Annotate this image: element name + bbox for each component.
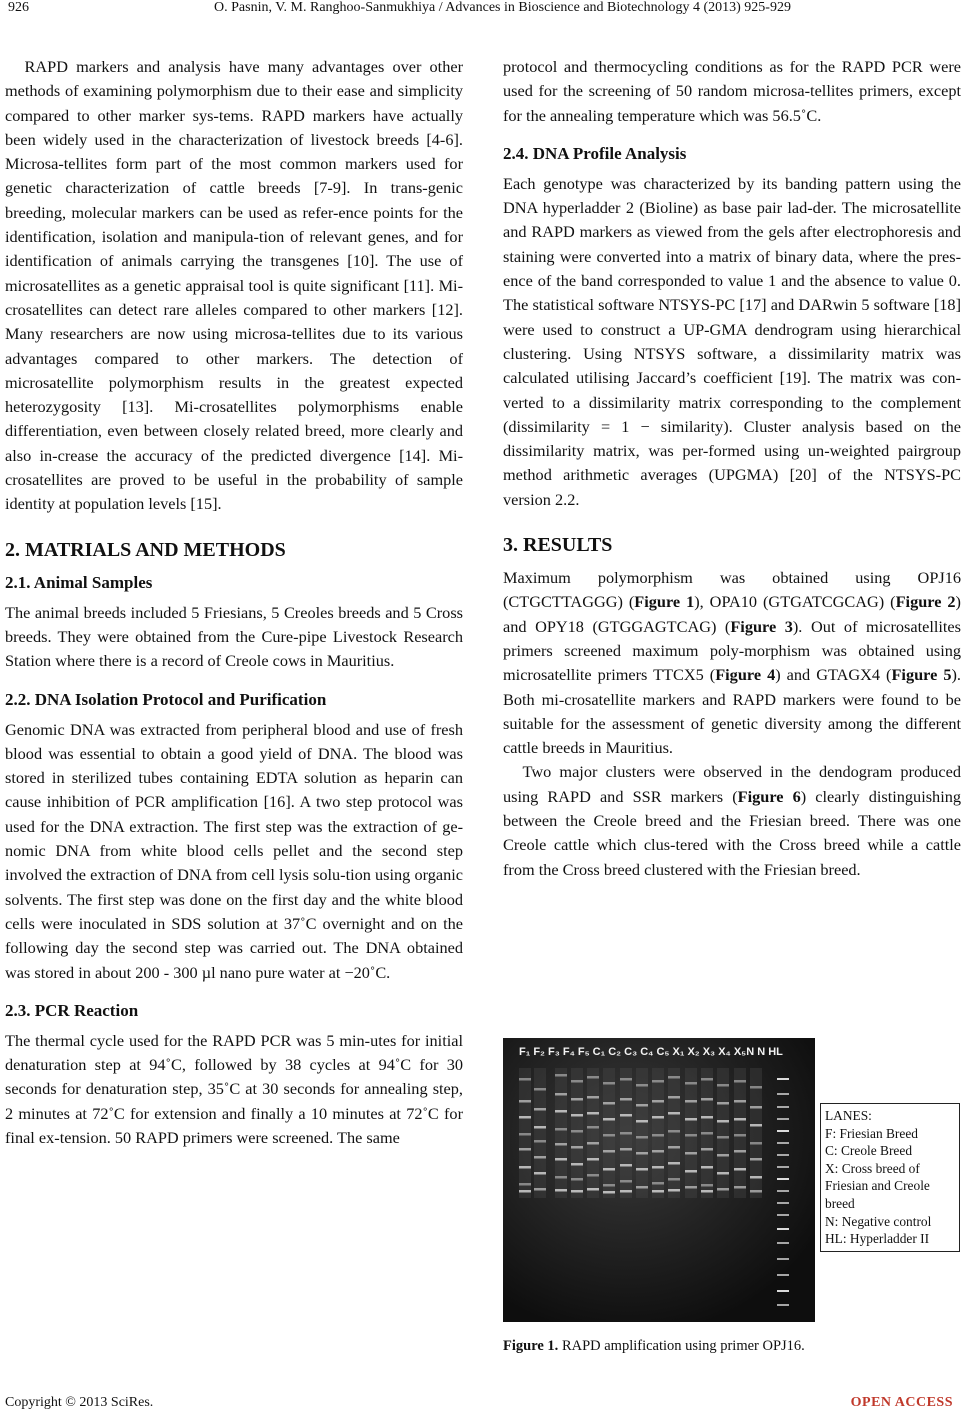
gel-band — [519, 1183, 531, 1186]
gel-band — [555, 1110, 567, 1113]
gel-band — [620, 1132, 632, 1135]
gel-band — [603, 1082, 615, 1085]
gel-band — [636, 1186, 648, 1189]
ladder-band — [777, 1078, 789, 1080]
gel-band — [555, 1176, 567, 1179]
gel-band — [685, 1118, 697, 1121]
gel-band — [519, 1100, 531, 1103]
gel-band — [636, 1084, 648, 1087]
gel-band — [587, 1174, 599, 1177]
text-run: ) and GTAGX4 ( — [775, 665, 892, 685]
gel-band — [717, 1102, 729, 1105]
gel-band — [534, 1088, 546, 1091]
gel-band — [519, 1116, 531, 1119]
gel-lane-smear — [587, 1068, 599, 1198]
ladder-band — [777, 1154, 789, 1156]
gel-band — [685, 1082, 697, 1085]
gel-band — [668, 1189, 680, 1192]
gel-band — [701, 1132, 713, 1135]
gel-band — [717, 1136, 729, 1139]
legend-line: Friesian and Creole — [825, 1178, 930, 1194]
pcr-reaction-paragraph: The thermal cycle used for the RAPD PCR was 5 min-utes for initial denaturation step at 94˚C, followed by 38 cycles at 94˚C for 30 seconds for denaturation step, 35˚C at 30 seconds for annealing step, 2 minutes at 72˚C for extension and finally a 10 minutes at 72˚C for final ex-tension. 50 RAPD primers were screened. The same — [5, 1030, 463, 1147]
gel-band — [519, 1148, 531, 1151]
gel-image — [503, 1038, 815, 1322]
gel-band — [571, 1114, 583, 1117]
gel-band — [555, 1158, 567, 1161]
legend-line: N: Negative control — [825, 1213, 932, 1229]
gel-band — [734, 1150, 746, 1153]
gel-band — [717, 1172, 729, 1175]
gel-band — [734, 1186, 746, 1189]
figure-1-link[interactable]: Figure 1 — [634, 592, 695, 612]
gel-band — [734, 1100, 746, 1103]
gel-band — [717, 1084, 729, 1087]
gel-band — [701, 1190, 713, 1193]
legend-line: C: Creole Breed — [825, 1143, 913, 1159]
gel-band — [750, 1124, 762, 1127]
gel-band — [534, 1172, 546, 1175]
gel-band — [603, 1102, 615, 1105]
dna-profile-heading: 2.4. DNA Profile Analysis — [503, 143, 687, 163]
gel-band — [587, 1158, 599, 1161]
ladder-band — [777, 1166, 789, 1168]
gel-band — [571, 1080, 583, 1083]
gel-band — [534, 1188, 546, 1191]
gel-band — [534, 1126, 546, 1129]
gel-band — [701, 1166, 713, 1169]
gel-band — [701, 1078, 713, 1081]
gel-band — [571, 1163, 583, 1166]
gel-band — [652, 1190, 664, 1193]
gel-band — [555, 1074, 567, 1077]
ladder-band — [777, 1118, 789, 1120]
gel-band — [652, 1116, 664, 1119]
gel-band — [652, 1100, 664, 1103]
gel-band — [636, 1120, 648, 1123]
gel-band — [519, 1166, 531, 1169]
caption-label: Figure 1. — [503, 1338, 559, 1354]
gel-band — [685, 1152, 697, 1155]
gel-band — [750, 1086, 762, 1089]
lane-labels: F₁ F₂ F₃ F₄ F₅ C₁ C₂ C₃ C₄ C₅ X₁ X₂ X₃ X₄ X₅N N HL — [519, 1046, 783, 1058]
legend-line: breed — [825, 1195, 855, 1211]
gel-band — [571, 1190, 583, 1193]
gel-band — [620, 1164, 632, 1167]
gel-band — [587, 1112, 599, 1115]
gel-band — [620, 1078, 632, 1081]
gel-band — [519, 1078, 531, 1081]
gel-band — [534, 1108, 546, 1111]
ladder-band — [777, 1202, 789, 1204]
gel-band — [555, 1143, 567, 1146]
dna-isolation-paragraph: Genomic DNA was extracted from peripheral blood and use of fresh blood was essential to obtain a good yield of DNA. The blood was stored in sterilized tubes containing EDTA solution as heparin can cause inhibition of PCR amplification [16]. A two step protocol was used for the DNA extraction. The first step was the extraction of ge-nomic DNA from white blood cells pellet and the second step involved the extraction of DNA from cell lysis solu-tion using organic solvents. The first step was done on the first day and the white blood cells were inoculated in SDS solution at 37˚C overnight and on the following day the second step was carried out. The DNA obtained was stored in about 200 - 300 µl nano pure water at −20˚C. — [5, 719, 463, 982]
gel-band — [587, 1188, 599, 1191]
gel-band — [750, 1106, 762, 1109]
gel-band — [555, 1128, 567, 1131]
gel-band — [534, 1156, 546, 1159]
gel-band — [668, 1096, 680, 1099]
gel-band — [717, 1120, 729, 1123]
gel-band — [620, 1114, 632, 1117]
gel-band — [701, 1116, 713, 1119]
caption-text: RAPD amplification using primer OPJ16. — [558, 1338, 805, 1354]
results-heading: 3. RESULTS — [503, 534, 613, 557]
gel-band — [571, 1146, 583, 1149]
gel-band — [701, 1184, 713, 1187]
gel-band — [587, 1076, 599, 1079]
gel-band — [555, 1093, 567, 1096]
results-paragraph-1 — [503, 566, 961, 760]
open-access-label: OPEN ACCESS — [850, 1395, 953, 1410]
ladder-band — [777, 1214, 789, 1216]
copyright-notice: Copyright © 2013 SciRes. — [5, 1395, 154, 1410]
ladder-band — [777, 1290, 789, 1292]
page-number: 926 — [8, 0, 29, 15]
gel-band — [636, 1168, 648, 1171]
gel-band — [701, 1148, 713, 1151]
ladder-band — [777, 1178, 789, 1180]
text-run: Two major clusters were observed in the dendogram produced using RAPD and SSR markers ( — [503, 762, 961, 806]
gel-lane-smear — [717, 1068, 729, 1198]
gel-band — [734, 1134, 746, 1137]
gel-band — [717, 1188, 729, 1191]
gel-lane-smear — [685, 1068, 697, 1198]
gel-band — [685, 1134, 697, 1137]
ladder-band — [777, 1274, 789, 1276]
gel-band — [555, 1189, 567, 1192]
running-title: O. Pasnin, V. M. Ranghoo-Sanmukhiya / Advances in Bioscience and Biotechnology 4 (2013) 925-929 — [214, 0, 791, 15]
gel-band — [620, 1190, 632, 1193]
gel-band — [668, 1130, 680, 1133]
pcr-reaction-heading: 2.3. PCR Reaction — [5, 1000, 139, 1020]
gel-band — [587, 1096, 599, 1099]
left-column — [5, 55, 463, 1150]
ladder-band — [777, 1093, 789, 1095]
ladder-band — [777, 1106, 789, 1108]
legend-line: X: Cross breed of — [825, 1160, 920, 1176]
gel-lane-smear — [534, 1068, 546, 1198]
gel-band — [750, 1176, 762, 1179]
gel-band — [620, 1098, 632, 1101]
dna-isolation-heading: 2.2. DNA Isolation Protocol and Purification — [5, 689, 327, 709]
ladder-band — [777, 1190, 789, 1192]
gel-band — [587, 1126, 599, 1129]
gel-band — [652, 1166, 664, 1169]
ladder-band — [777, 1228, 789, 1230]
gel-band — [652, 1080, 664, 1083]
text-run: ) clearly distinguishing between the Creole breed and the Friesian breed. There was one Creole cattle which clus-tered with the Cross breed while a cattle from the Cross breed clustered with the Friesian breed. — [503, 786, 961, 879]
gel-band — [668, 1112, 680, 1115]
figure-2-link[interactable]: Figure 2 — [895, 592, 956, 612]
gel-band — [636, 1152, 648, 1155]
figure-6-link[interactable]: Figure 6 — [737, 786, 801, 806]
text-run: ). Both mi-crosatellite markers and RAPD markers were found to be suitable for the assessment of genetic diversity among the different cattle breeds in Mauritius. — [503, 665, 961, 758]
pcr-continued-paragraph: protocol and thermocycling conditions as for the RAPD PCR were used for the screening of 50 random microsa-tellites primers, except for the annealing temperature which was 56.5˚C. — [503, 57, 961, 125]
text-run: ) and OPY18 (GTGGAGTCAG) ( — [503, 592, 961, 636]
gel-band — [603, 1184, 615, 1187]
gel-band — [668, 1146, 680, 1149]
gel-band — [750, 1158, 762, 1161]
methods-heading: 2. MATRIALS AND METHODS — [5, 538, 286, 561]
gel-band — [717, 1154, 729, 1157]
gel-lane-smear — [636, 1068, 648, 1198]
animal-samples-paragraph: The animal breeds included 5 Friesians, 5 Creoles breeds and 5 Cross breeds. They were obtained from the Cure-pipe Livestock Research Station where there is a record of Creole cows in Mauritius. — [5, 602, 463, 671]
gel-band — [636, 1136, 648, 1139]
gel-band — [685, 1186, 697, 1189]
results-paragraph-2 — [503, 760, 961, 881]
gel-band — [668, 1178, 680, 1181]
intro-paragraph: RAPD markers and analysis have many advantages over other methods of examining polymorphism due to their ease and simplicity compared to other marker sys-tems. RAPD markers have actually been widely used in the characterization of livestock breeds [4-6]. Microsa-tellites form part of the most common markers used for genetic characterization of cattle breeds [7-9]. In trans-genic breeding, molecular markers can be used as refer-ence points for the identification, isolation and manipula-tion of relevant genes, and for identification of animals carrying the transgenes [10]. The use of microsatellites as a genetic appraisal tool is quite significant [11]. Mi-crosatellites can detect rare alleles compared to other markers [12]. Many researchers are now using microsa-tellites due to its various advantages compared to other markers. The detection of microsatellite polymorphism results in the greatest expected heterozygosity [13]. Mi-crosatellites polymorphisms enable differentiation, even between closely related breed, more clearly and also in-crease the accuracy of the predicted divergence [14]. Mi-crosatellites are proved to be useful in the probability of sample identity at population levels [15]. — [5, 57, 463, 514]
gel-band — [701, 1098, 713, 1101]
figure-3-link[interactable]: Figure 3 — [730, 616, 793, 636]
gel-band — [603, 1150, 615, 1153]
gel-band — [519, 1190, 531, 1193]
gel-band — [734, 1118, 746, 1121]
figure-caption — [503, 1338, 805, 1355]
gel-band — [652, 1182, 664, 1185]
gel-band — [685, 1170, 697, 1173]
ladder-band — [777, 1242, 789, 1244]
gel-band — [603, 1168, 615, 1171]
text-run: ). Out of microsatellites primers screened maximum poly-morphism was obtained using microsatellite primers TTCX5 ( — [503, 616, 961, 685]
legend-line: LANES: — [825, 1108, 872, 1123]
gel-band — [571, 1098, 583, 1101]
ladder-band — [777, 1304, 789, 1306]
ladder-band — [777, 1258, 789, 1260]
gel-band — [603, 1191, 615, 1194]
dna-profile-paragraph: Each genotype was characterized by its banding pattern using the DNA hyperladder 2 (Bioline) as base pair lad-der. The microsatellite and RAPD markers as viewed from the gels after electrophoresis and staining were converted into a matrix of binary data, where the pres-ence of the band corresponded to value 1 and the absence to value 0. The statistical software NTSYS-PC [17] and DARwin 5 software [18] were used to construct a UP-GMA dendrogram using hierarchical clustering. Using NTSYS software, a dissimilarity matrix was calculated utilising Jaccard’s coefficient [19]. The matrix was con-verted to a dissimilarity matrix corresponding to the complement (dissimilarity = 1 − similarity). Cluster analysis based on the dissimilarity matrix, was per-formed using un-weighted pairgroup method arithmetic averages (UPGMA) [20] of the NTSYS-PC version 2.2. — [503, 173, 961, 509]
gel-band — [652, 1134, 664, 1137]
figure-5-link[interactable]: Figure 5 — [891, 665, 952, 685]
gel-band — [571, 1178, 583, 1181]
gel-electrophoresis-picture — [503, 1038, 815, 1322]
text-run: Maximum polymorphism was obtained using OPJ16 (CTGCTTAGGG) ( — [503, 568, 961, 612]
gel-band — [734, 1168, 746, 1171]
gel-band — [652, 1150, 664, 1153]
gel-band — [668, 1076, 680, 1079]
gel-band — [534, 1140, 546, 1143]
right-column — [503, 55, 961, 882]
gel-band — [571, 1130, 583, 1133]
gel-band — [587, 1142, 599, 1145]
figure-4-link[interactable]: Figure 4 — [715, 665, 776, 685]
gel-band — [636, 1104, 648, 1107]
gel-band — [519, 1133, 531, 1136]
legend-line: F: Friesian Breed — [825, 1125, 918, 1141]
gel-band — [750, 1190, 762, 1193]
legend-line: HL: Hyperladder II — [825, 1231, 930, 1247]
ladder-band — [777, 1130, 789, 1132]
animal-samples-heading: 2.1. Animal Samples — [5, 572, 153, 592]
gel-band — [620, 1180, 632, 1183]
text-run: ), OPA10 (GTGATCGCAG) ( — [694, 592, 896, 612]
gel-lane-smear — [652, 1068, 664, 1198]
lanes-legend — [820, 1103, 960, 1252]
gel-band — [668, 1162, 680, 1165]
gel-band — [603, 1134, 615, 1137]
ladder-band — [777, 1142, 789, 1144]
gel-band — [734, 1080, 746, 1083]
gel-band — [620, 1148, 632, 1151]
gel-band — [685, 1100, 697, 1103]
gel-lane-smear — [603, 1068, 615, 1198]
gel-lane-smear — [734, 1068, 746, 1198]
gel-band — [750, 1142, 762, 1145]
gel-band — [603, 1118, 615, 1121]
